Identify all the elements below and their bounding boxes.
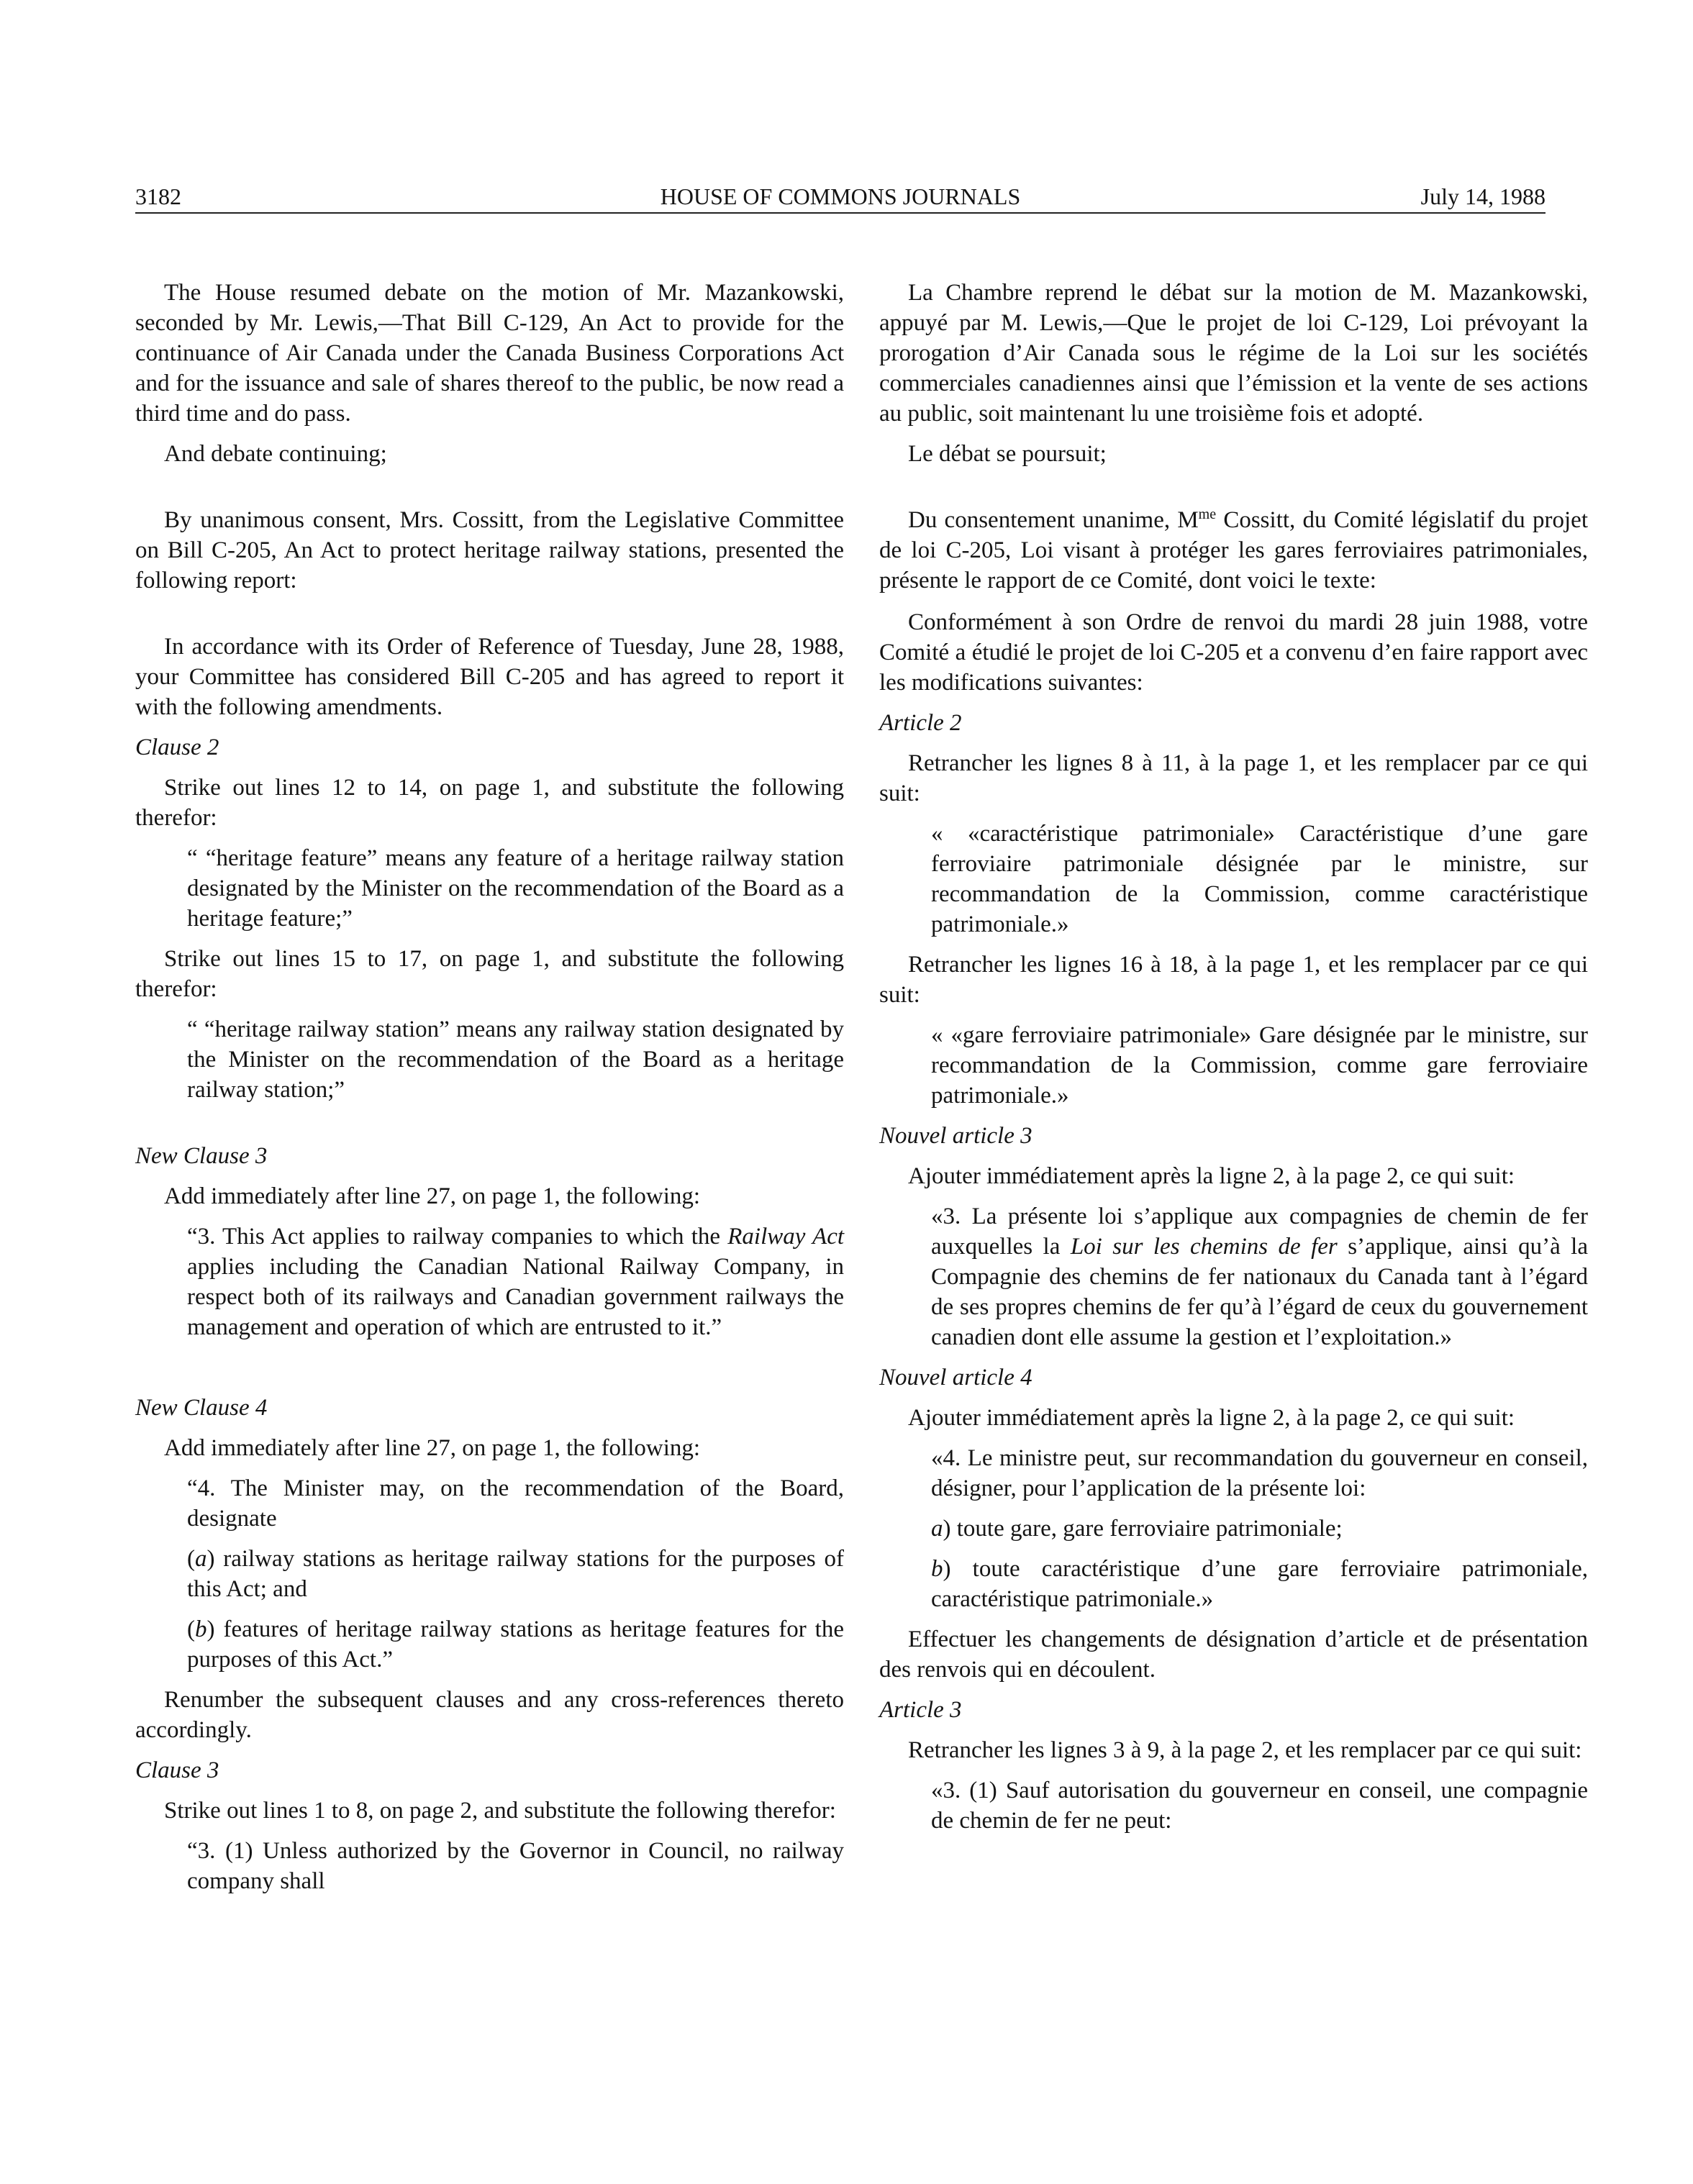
debate-paragraph: La Chambre reprend le débat sur la motion de M. Mazankowski, appuyé par M. Lewis,—Que le projet de loi C-129, Loi prévoyant la prorogation d’Air Canada sous le régime de la Loi sur les sociétés commerciales canadiennes ainsi que l’émission et la vente de ses actions au public, soit maintenant lu une troisième fois et adopté.: [879, 280, 1588, 427]
page-number: 3182: [135, 183, 181, 209]
renumber-paragraph: Effectuer les changements de désignation d’article et de présentation des renvois qui en découlent.: [879, 1626, 1588, 1683]
consent-paragraph: By unanimous consent, Mrs. Cossitt, from the Legislative Committee on Bill C-205, An Act to protect heritage railway stations, presented the following report:: [135, 507, 844, 593]
amendment-instruction: Strike out lines 15 to 17, on page 1, and substitute the following therefor:: [135, 946, 844, 1002]
debate-continuing: Le débat se poursuit;: [908, 441, 1107, 467]
amendment-quote-item: b) toute caractéristique d’une gare ferroviaire patrimoniale, caractéristique patrimoniale.»: [931, 1556, 1588, 1612]
amendment-quote: «3. (1) Sauf autorisation du gouverneur en conseil, une compagnie de chemin de fer ne peut:: [931, 1778, 1588, 1834]
heading-new-clause-4: New Clause 4: [135, 1395, 268, 1421]
consent-paragraph: Du consentement unanime, $M^{me}$ Cossitt, du Comité législatif du projet de loi C-205, Loi visant à protéger les gares ferroviaires patrimoniales, présente le rapport de ce Comité, dont voici le texte:: [879, 506, 1588, 593]
heading-clause-3: Clause 3: [135, 1757, 219, 1783]
amendment-quote-item: a) toute gare, gare ferroviaire patrimoniale;: [931, 1516, 1343, 1542]
amendment-quote: «4. Le ministre peut, sur recommandation du gouverneur en conseil, désigner, pour l’application de la présente loi:: [931, 1445, 1588, 1501]
heading-new-clause-3: New Clause 3: [135, 1143, 268, 1169]
heading-clause-2: Clause 2: [135, 734, 219, 760]
amendment-instruction: Strike out lines 1 to 8, on page 2, and substitute the following therefor:: [164, 1798, 836, 1824]
amendment-quote: “3. This Act applies to railway companies to which the Railway Act applies including the Canadian National Railway Company, in respect both of its railways and Canadian government railways the management and operation of which are entrusted to it.”: [187, 1224, 845, 1340]
amendment-instruction: Retrancher les lignes 16 à 18, à la page 1, et les remplacer par ce qui suit:: [879, 952, 1588, 1008]
amendment-quote-item: (b) features of heritage railway stations as heritage features for the purposes of this Act.”: [187, 1616, 844, 1673]
amendment-quote: “4. The Minister may, on the recommendation of the Board, designate: [187, 1475, 844, 1532]
debate-continuing: And debate continuing;: [164, 441, 387, 467]
heading-nouvel-article-3: Nouvel article 3: [879, 1123, 1032, 1149]
amendment-instruction: Add immediately after line 27, on page 1, the following:: [164, 1183, 701, 1209]
debate-paragraph: The House resumed debate on the motion of Mr. Mazankowski, seconded by Mr. Lewis,—That Bill C-129, An Act to provide for the continuance of Air Canada under the Canada Business Corporations Act and for the issuance and sale of shares thereof to the public, be now read a third time and do pass.: [135, 280, 844, 427]
report-paragraph: In accordance with its Order of Reference of Tuesday, June 28, 1988, your Committee has considered Bill C-205 and has agreed to report it with the following amendments.: [135, 634, 844, 720]
amendment-instruction: Add immediately after line 27, on page 1, the following:: [164, 1435, 701, 1461]
english-column: [135, 278, 844, 1906]
amendment-instruction: Strike out lines 12 to 14, on page 1, and substitute the following therefor:: [135, 775, 844, 831]
heading-nouvel-article-4: Nouvel article 4: [879, 1365, 1032, 1391]
report-paragraph: Conformément à son Ordre de renvoi du mardi 28 juin 1988, votre Comité a étudié le projet de loi C-205 et a convenu d’en faire rapport avec les modifications suivantes:: [879, 609, 1588, 696]
amendment-quote: “3. (1) Unless authorized by the Governor in Council, no railway company shall: [187, 1838, 844, 1894]
amendment-quote: “ “heritage feature” means any feature of a heritage railway station designated by the Minister on the recommendation of the Board as a heritage feature;”: [187, 845, 844, 932]
amendment-instruction: Ajouter immédiatement après la ligne 2, à la page 2, ce qui suit:: [908, 1405, 1515, 1431]
french-column: [879, 278, 1588, 1846]
renumber-paragraph: Renumber the subsequent clauses and any cross-references thereto accordingly.: [135, 1687, 844, 1743]
journal-date: July 14, 1988: [1420, 183, 1546, 209]
amendment-quote: “ “heritage railway station” means any railway station designated by the Minister on the recommendation of the Board as a heritage railway station;”: [187, 1016, 844, 1103]
journal-title: HOUSE OF COMMONS JOURNALS: [660, 183, 1021, 209]
amendment-instruction: Retrancher les lignes 8 à 11, à la page 1, et les remplacer par ce qui suit:: [879, 750, 1588, 806]
amendment-instruction: Retrancher les lignes 3 à 9, à la page 2, et les remplacer par ce qui suit:: [908, 1737, 1582, 1763]
page-header: [135, 180, 1546, 213]
amendment-quote: « «caractéristique patrimoniale» Caractéristique d’une gare ferroviaire patrimoniale désignée par le ministre, sur recommandation de la Commission, comme caractéristique patrimoniale.»: [931, 821, 1588, 937]
amendment-quote: «3. La présente loi s’applique aux compagnies de chemin de fer auxquelles la Loi sur les chemins de fer s’applique, ainsi qu’à la Compagnie des chemins de fer nationaux du Canada tant à l’égard de ses propres chemins de fer qu’à l’égard de ceux du gouvernement canadien dont elle assume la gestion et l’exploitation.»: [931, 1204, 1588, 1350]
header-rule: [135, 212, 1546, 214]
heading-article-3: Article 3: [879, 1697, 962, 1723]
amendment-quote-item: (a) railway stations as heritage railway stations for the purposes of this Act; and: [187, 1546, 844, 1602]
heading-article-2: Article 2: [879, 710, 962, 736]
amendment-quote: « «gare ferroviaire patrimoniale» Gare désignée par le ministre, sur recommandation de la Commission, comme gare ferroviaire patrimoniale.»: [931, 1022, 1588, 1109]
amendment-instruction: Ajouter immédiatement après la ligne 2, à la page 2, ce qui suit:: [908, 1163, 1515, 1189]
